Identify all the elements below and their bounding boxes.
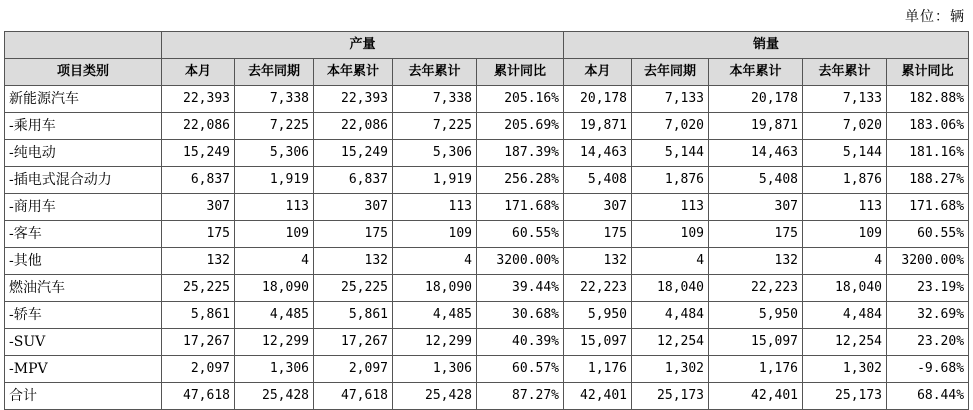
table-cell: 22,393	[314, 86, 393, 113]
table-cell: 7,225	[393, 113, 477, 140]
table-cell: 18,040	[803, 275, 887, 302]
column-header: 本月	[162, 59, 235, 86]
column-header: 本年累计	[709, 59, 803, 86]
table-cell: 40.39%	[477, 329, 564, 356]
row-category-cell: 燃油汽车	[5, 275, 162, 302]
table-cell: 14,463	[709, 140, 803, 167]
row-category-cell: 合计	[5, 383, 162, 410]
table-row	[5, 275, 969, 302]
category-column-header: 项目类别	[5, 59, 162, 86]
table-cell: 60.57%	[477, 356, 564, 383]
table-cell: 175	[314, 221, 393, 248]
table-cell: 307	[709, 194, 803, 221]
table-cell: 7,338	[393, 86, 477, 113]
column-header: 累计同比	[477, 59, 564, 86]
table-cell: 132	[709, 248, 803, 275]
table-cell: 187.39%	[477, 140, 564, 167]
table-cell: 182.88%	[887, 86, 969, 113]
table-cell: 7,020	[803, 113, 887, 140]
row-category-cell: -SUV	[5, 329, 162, 356]
table-cell: 175	[709, 221, 803, 248]
table-cell: 109	[235, 221, 314, 248]
table-cell: 113	[393, 194, 477, 221]
table-cell: 132	[314, 248, 393, 275]
table-cell: 4	[632, 248, 709, 275]
row-category-cell: -MPV	[5, 356, 162, 383]
table-cell: 1,176	[564, 356, 632, 383]
column-header: 累计同比	[887, 59, 969, 86]
table-cell: 5,144	[632, 140, 709, 167]
table-cell: 1,302	[803, 356, 887, 383]
table-cell: 3200.00%	[477, 248, 564, 275]
table-row	[5, 302, 969, 329]
column-header: 去年累计	[393, 59, 477, 86]
table-cell: 5,861	[162, 302, 235, 329]
table-cell: 18,040	[632, 275, 709, 302]
table-cell: 18,090	[393, 275, 477, 302]
column-header: 本年累计	[314, 59, 393, 86]
table-cell: 47,618	[162, 383, 235, 410]
table-cell: 15,097	[709, 329, 803, 356]
table-cell: 5,306	[235, 140, 314, 167]
table-cell: 68.44%	[887, 383, 969, 410]
table-cell: 25,428	[235, 383, 314, 410]
table-cell: 42,401	[564, 383, 632, 410]
row-category-cell: -乘用车	[5, 113, 162, 140]
table-cell: 22,086	[162, 113, 235, 140]
table-cell: 7,020	[632, 113, 709, 140]
table-cell: 22,223	[564, 275, 632, 302]
table-cell: 25,225	[162, 275, 235, 302]
table-cell: 6,837	[314, 167, 393, 194]
table-body	[5, 86, 969, 410]
table-row	[5, 248, 969, 275]
row-category-cell: -轿车	[5, 302, 162, 329]
table-cell: 307	[564, 194, 632, 221]
table-cell: 42,401	[709, 383, 803, 410]
table-cell: 60.55%	[477, 221, 564, 248]
table-cell: 12,299	[235, 329, 314, 356]
table-cell: 19,871	[564, 113, 632, 140]
table-cell: 256.28%	[477, 167, 564, 194]
table-row	[5, 113, 969, 140]
table-cell: 25,173	[632, 383, 709, 410]
table-cell: 109	[393, 221, 477, 248]
table-cell: 18,090	[235, 275, 314, 302]
table-cell: 5,950	[564, 302, 632, 329]
table-cell: 7,338	[235, 86, 314, 113]
table-cell: 1,176	[709, 356, 803, 383]
table-cell: 132	[564, 248, 632, 275]
table-cell: 17,267	[314, 329, 393, 356]
table-cell: 183.06%	[887, 113, 969, 140]
table-cell: 113	[632, 194, 709, 221]
table-cell: 20,178	[564, 86, 632, 113]
unit-label: 单位：辆	[905, 9, 965, 25]
table-cell: 5,861	[314, 302, 393, 329]
table-row	[5, 86, 969, 113]
table-cell: 15,249	[162, 140, 235, 167]
table-cell: 109	[632, 221, 709, 248]
row-category-cell: -其他	[5, 248, 162, 275]
table-cell: 2,097	[162, 356, 235, 383]
table-row	[5, 383, 969, 410]
row-category-cell: -商用车	[5, 194, 162, 221]
table-cell: 2,097	[314, 356, 393, 383]
table-cell: 14,463	[564, 140, 632, 167]
sales-group-header: 销量	[564, 32, 969, 59]
table-cell: 5,950	[709, 302, 803, 329]
table-cell: 32.69%	[887, 302, 969, 329]
table-cell: 175	[162, 221, 235, 248]
table-cell: 19,871	[709, 113, 803, 140]
table-cell: 1,306	[393, 356, 477, 383]
table-cell: 5,408	[564, 167, 632, 194]
row-category-cell: -纯电动	[5, 140, 162, 167]
table-cell: 7,225	[235, 113, 314, 140]
table-cell: 17,267	[162, 329, 235, 356]
table-cell: 1,919	[393, 167, 477, 194]
table-row	[5, 221, 969, 248]
table-row	[5, 194, 969, 221]
table-cell: 171.68%	[887, 194, 969, 221]
table-cell: 7,133	[803, 86, 887, 113]
table-cell: 12,254	[632, 329, 709, 356]
table-cell: 12,299	[393, 329, 477, 356]
table-cell: 22,086	[314, 113, 393, 140]
column-header-row	[5, 59, 969, 86]
table-cell: 205.16%	[477, 86, 564, 113]
row-category-cell: -插电式混合动力	[5, 167, 162, 194]
table-cell: 1,876	[632, 167, 709, 194]
column-header: 本月	[564, 59, 632, 86]
row-category-cell: 新能源汽车	[5, 86, 162, 113]
table-cell: 188.27%	[887, 167, 969, 194]
table-cell: 1,306	[235, 356, 314, 383]
table-cell: 4	[393, 248, 477, 275]
table-cell: 12,254	[803, 329, 887, 356]
table-cell: 171.68%	[477, 194, 564, 221]
table-cell: 6,837	[162, 167, 235, 194]
table-cell: 5,144	[803, 140, 887, 167]
table-cell: 23.19%	[887, 275, 969, 302]
table-cell: 109	[803, 221, 887, 248]
table-cell: 4,485	[393, 302, 477, 329]
table-cell: 20,178	[709, 86, 803, 113]
table-cell: 15,249	[314, 140, 393, 167]
table-cell: 4,484	[803, 302, 887, 329]
table-cell: 175	[564, 221, 632, 248]
production-group-header: 产量	[162, 32, 564, 59]
table-row	[5, 329, 969, 356]
table-row	[5, 356, 969, 383]
table-cell: 25,225	[314, 275, 393, 302]
group-header-blank	[5, 32, 162, 59]
table-cell: 15,097	[564, 329, 632, 356]
table-cell: 1,302	[632, 356, 709, 383]
column-header: 去年累计	[803, 59, 887, 86]
table-cell: 181.16%	[887, 140, 969, 167]
table-cell: 1,919	[235, 167, 314, 194]
table-cell: 113	[803, 194, 887, 221]
table-cell: 22,223	[709, 275, 803, 302]
table-cell: 7,133	[632, 86, 709, 113]
table-cell: 47,618	[314, 383, 393, 410]
table-cell: 25,428	[393, 383, 477, 410]
table-cell: 60.55%	[887, 221, 969, 248]
table-cell: 4	[235, 248, 314, 275]
table-cell: 3200.00%	[887, 248, 969, 275]
table-cell: 307	[162, 194, 235, 221]
column-header: 去年同期	[235, 59, 314, 86]
table-cell: 23.20%	[887, 329, 969, 356]
table-row	[5, 167, 969, 194]
table-row	[5, 140, 969, 167]
table-cell: 4,484	[632, 302, 709, 329]
table-cell: 39.44%	[477, 275, 564, 302]
table-cell: 22,393	[162, 86, 235, 113]
table-cell: 132	[162, 248, 235, 275]
table-cell: 205.69%	[477, 113, 564, 140]
table-cell: 113	[235, 194, 314, 221]
table-cell: 87.27%	[477, 383, 564, 410]
table-cell: 4,485	[235, 302, 314, 329]
table-cell: 4	[803, 248, 887, 275]
production-sales-table	[4, 31, 969, 410]
table-cell: -9.68%	[887, 356, 969, 383]
column-header: 去年同期	[632, 59, 709, 86]
table-cell: 30.68%	[477, 302, 564, 329]
table-cell: 5,306	[393, 140, 477, 167]
group-header-row	[5, 32, 969, 59]
table-cell: 25,173	[803, 383, 887, 410]
table-cell: 5,408	[709, 167, 803, 194]
table-cell: 307	[314, 194, 393, 221]
table-cell: 1,876	[803, 167, 887, 194]
row-category-cell: -客车	[5, 221, 162, 248]
